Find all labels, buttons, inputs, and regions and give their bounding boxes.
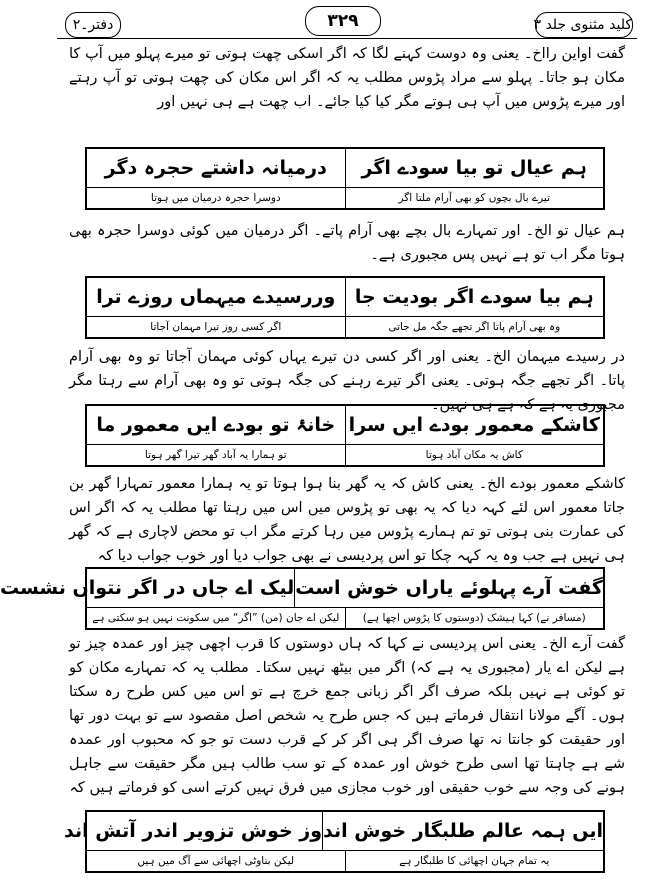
verse-right-gloss: (مسافر نے) کہا ہیشک (دوستوں کا پڑوس اچھا ہے) — [362, 612, 586, 624]
verse-left-persian: خانۂ تو بودے ایں معمور ما — [87, 406, 346, 444]
paragraph-text: گفت آرے الخ۔ یعنی اس پردیسی نے کہا کہ ہاں دوستوں کا قرب اچھی چیز اور عمدہ چیز تو ہے لیکن اے یار (مجبوری یہ ہے کہ) اگر میں بیٹھ نہیں سکتا۔ مطلب یہ کہ تمہارے مکان کو تو کوئی ہے نہیں بلکہ صرف اگر اگر زبانی جمع خرچ ہے تو اس میں کس طرح رہ سکتا ہوں۔ آگے مولانا انتقال فرماتے ہیں کہ جس طرح یہ شخص اصل مقصود سے تو بہت دور تھا اور حقیقت کو جانتا نہ تھا صرف اگر ہی اگر کر کے قرب دست تو جو کہ محبوب اور عمدہ شے ہے چاہتا تھا اسی طرح خوش اور عمدہ کے تو سب طالب ہیں مگر حقیقت سے جاہل ہونے کی وجہ سے خوب حقیقی اور خوب مجازی میں فرق نہیں کرتے اسی کو فرماتے ہیں کہ — [69, 636, 625, 796]
verse-left-persian: درمیانہ داشتے حجرہ دگر — [87, 149, 346, 187]
verse-right-persian: ہم عیال تو بیا سودے اگر — [361, 157, 587, 179]
verse-left-persian: لیک اے جاں در اگر نتواں نشست — [0, 569, 295, 607]
paragraph-3 — [69, 345, 625, 413]
verse-box-5 — [63, 810, 605, 873]
verse-left-gloss: اگر کسی روز تیرا مہمان آجاتا — [87, 317, 346, 337]
paragraph-1 — [69, 42, 625, 142]
book-title: کلید مثنوی جلد ۳ — [535, 12, 633, 38]
verse-left-gloss: لیکن بناوٹی اچھائی سے آگ میں ہیں — [87, 851, 346, 871]
paragraph-4 — [69, 472, 625, 562]
page-number: ۳۲۹ — [305, 6, 381, 36]
verse-right-persian: کاشکے معمور بودے ایں سرا — [348, 414, 600, 436]
verse-right-persian: ایں ہمہ عالم طلبگار خوش اند — [323, 820, 603, 842]
verse-left-persian: وز خوش تزویر اندر آتش اند — [64, 812, 323, 850]
verse-right-persian: ہم بیا سودے اگر بودیت جا — [354, 286, 594, 308]
verse-box-1 — [85, 147, 605, 210]
verse-right-gloss: تیرے بال بچوں کو بھی آرام ملتا اگر — [398, 192, 551, 204]
verse-right-gloss: وہ بھی آرام پاتا اگر تجھے جگہ مل جاتی — [388, 321, 561, 333]
verse-right-gloss: یہ تمام جہان اچھائی کا طلبگار ہے — [399, 855, 550, 867]
volume-label: دفتر۔۲ — [65, 12, 121, 38]
verse-box-3 — [85, 404, 605, 467]
header-divider — [57, 38, 637, 39]
verse-right-gloss: کاش یہ مکان آباد ہوتا — [425, 449, 523, 461]
verse-box-2 — [85, 276, 605, 339]
verse-left-gloss: تو ہمارا یہ آباد گھر تیرا گھر ہوتا — [87, 445, 346, 465]
verse-left-persian: وررسیدے میہماں روزے ترا — [87, 278, 346, 316]
paragraph-text: گفت اواین رااخ۔ یعنی وہ دوست کہنے لگا کہ اگر اسکی چھت ہوتی تو میرے پہلو میں آپ کا مکان ہو جاتا۔ پہلو سے مراد پڑوس مطلب یہ کہ اگر اس مکان کی چھت ہوتی تو آپ رہتے اور میرے پڑوس میں آپ ہی ہوتے مگر کیا کیا جائے۔ اب چھت ہے ہی نہیں اور — [69, 46, 625, 110]
verse-box-4 — [0, 567, 605, 630]
verse-left-gloss: دوسرا حجرہ درمیان میں ہوتا — [87, 188, 346, 208]
verse-right-persian: گفت آرے پہلوئے یاراں خوش است — [295, 577, 603, 599]
paragraph-text: ہم عیال تو الخ۔ اور تمہارے بال بچے بھی آرام پاتے۔ اگر درمیان میں کوئی دوسرا حجرہ بھی ہوتا مگر اب تو ہے نہیں پس مجبوری ہے۔ — [69, 223, 625, 263]
paragraph-5 — [69, 632, 625, 824]
paragraph-2 — [69, 219, 625, 271]
page-header — [57, 6, 637, 40]
verse-left-gloss: لیکن اے جان (من) ”اگر“ میں سکونت نہیں ہو سکتی ہے — [87, 608, 346, 628]
paragraph-text: کاشکے معمور بودے الخ۔ یعنی کاش کہ یہ گھر بنا ہوا ہوتا تو یہ ہمارا معمور تمہارا گھر بن جاتا معمور اس لئے کہہ دیا کہ یہ بھی تو پڑوس میں اس میں رہتا تھا مطلب یہ کہ اگر اس کی عمارت بنی ہوتی تو تم ہمارے پڑوس میں رہا کرتے مگر اب تو محض لاچاری ہے کہ گھر ہی نہیں ہے جب وہ یہ کہہ چکا تو اس پردیسی نے بھی جواب دیا اور خوب جواب دیا کہ — [69, 476, 625, 564]
paragraph-text: در رسیدے میہمان الخ۔ یعنی اور اگر کسی دن تیرے یہاں کوئی مہمان آجاتا تو وہ بھی آرام پاتا۔ اگر تجھے جگہ ہوتی۔ یعنی اگر تیرے رہنے کی جگہ ہوتی تو وہ بھی آرام سے رہتا مگر مجبوری یہ ہے کہ ہے ہی نہیں۔ — [69, 349, 625, 413]
